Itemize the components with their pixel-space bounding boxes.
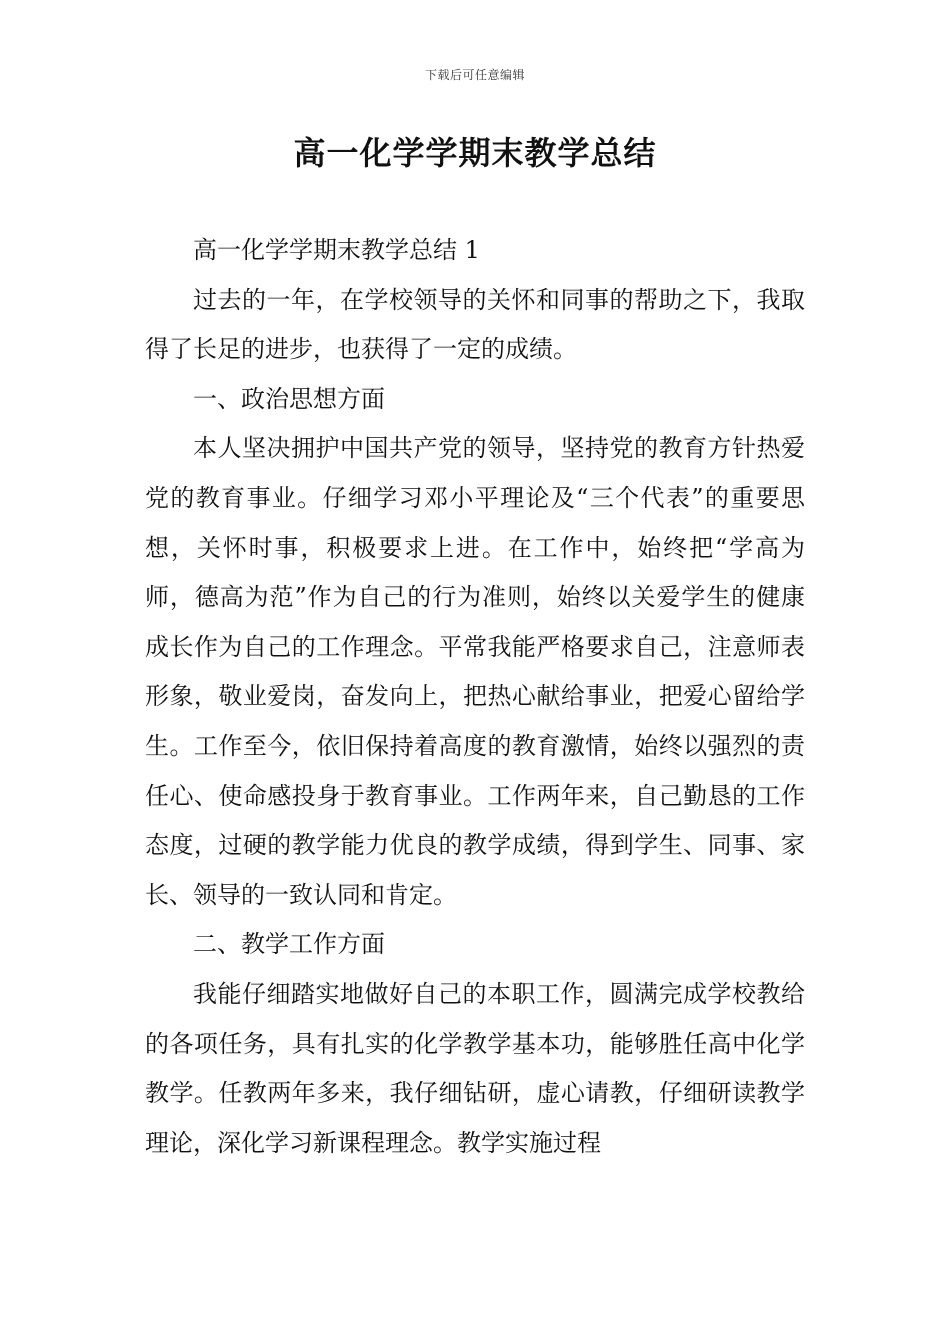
paragraph-teaching: 我能仔细踏实地做好自己的本职工作，圆满完成学校教给的各项任务，具有扎实的化学教学基本功，能够胜任高中化学教学。任教两年多来，我仔细钻研，虚心请教，仔细研读教学理论，深化学习新课程理念。教学实施过程 bbox=[145, 979, 805, 1157]
paragraph-political: 本人坚决拥护中国共产党的领导，坚持党的教育方针热爱党的教育事业。仔细学习邓小平理论及“三个代表”的重要思想，关怀时事，积极要求上进。在工作中，始终把“学高为师，德高为范”作为自己的行为准则，始终以关爱学生的健康成长作为自己的工作理念。平常我能严格要求自己，注意师表形象，敬业爱岗，奋发向上，把热心献给事业，把爱心留给学生。工作至今，依旧保持着高度的教育激情，始终以强烈的责任心、使命感投身于教育事业。工作两年来，自己勤恳的工作态度，过硬的教学能力优良的教学成绩，得到学生、同事、家长、领导的一致认同和肯定。 bbox=[145, 434, 805, 909]
document-body bbox=[145, 226, 805, 1168]
header-note: 下载后可任意编辑 bbox=[424, 68, 525, 82]
section-subtitle: 高一化学学期末教学总结 1 bbox=[193, 236, 480, 264]
paragraph-intro: 过去的一年，在学校领导的关怀和同事的帮助之下，我取得了长足的进步，也获得了一定的成绩。 bbox=[145, 285, 805, 364]
section-heading-teaching: 二、教学工作方面 bbox=[193, 930, 385, 959]
section-heading-political: 一、政治思想方面 bbox=[193, 384, 385, 413]
document-title: 高一化学学期末教学总结 bbox=[293, 134, 657, 172]
